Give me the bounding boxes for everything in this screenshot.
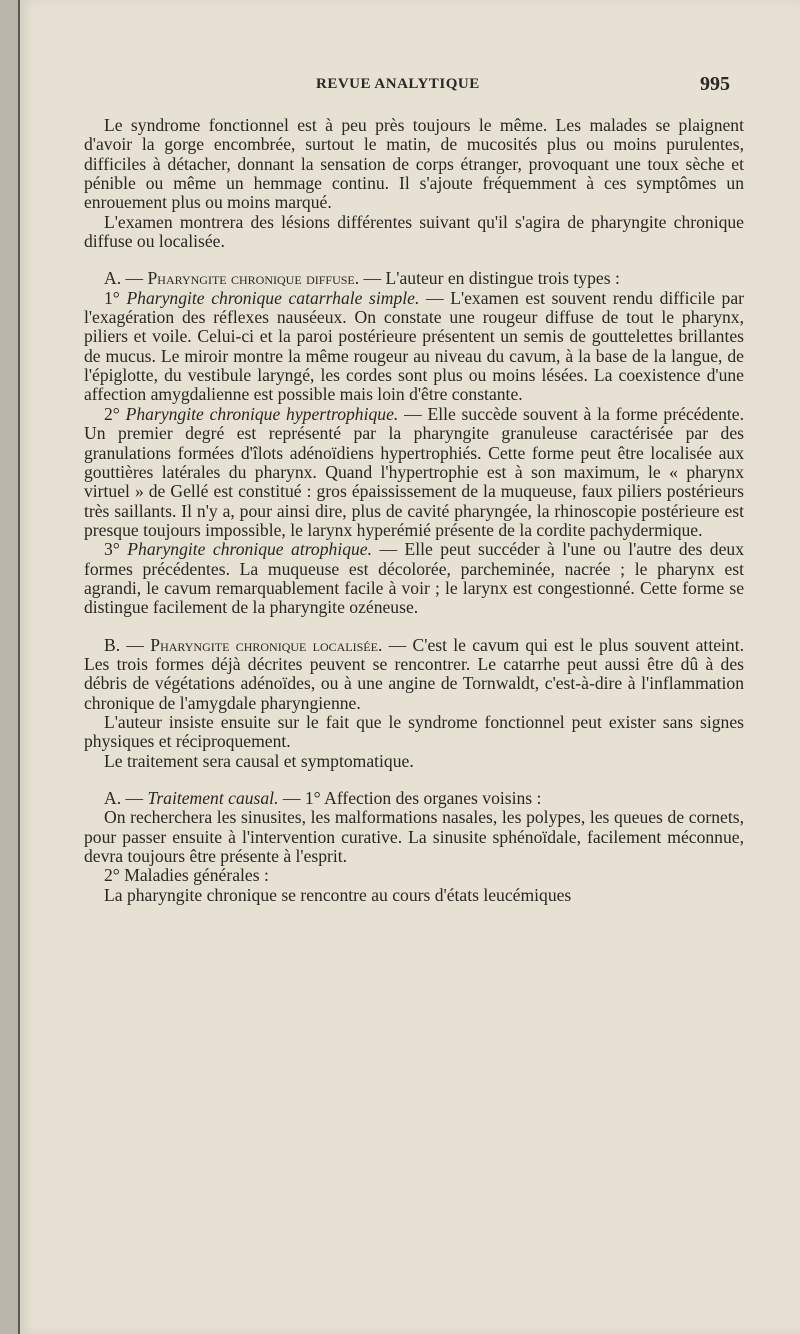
section-b-localisee [84, 636, 744, 713]
paragraph-catarrhale [84, 289, 744, 405]
paragraph-insiste: L'auteur insiste ensuite sur le fait que le syndrome fonctionnel peut exister sans signes physiques et réciproquement. [84, 711, 744, 752]
running-title: REVUE ANALYTIQUE [316, 76, 480, 92]
traitement-label: A. — [104, 788, 148, 808]
item-3-text: — Elle peut succéder à l'une ou l'autre des deux formes précédentes. La muqueuse est décolorée, parcheminée, nacrée ; le pharynx est agrandi, le cavum remarquablement facile à voir ; le larynx est congestionné. Cette forme se distingue facilement de la pharyngite ozéneuse. [84, 539, 744, 618]
section-b-label: B. — [104, 634, 151, 655]
section-a-title: Pharyngite chronique diffuse. [147, 268, 360, 289]
item-3-number: 3° [104, 539, 128, 560]
paragraph-leucemiques: La pharyngite chronique se rencontre au cours d'états leucémiques [104, 884, 572, 905]
paragraph-sinusites: On recherchera les sinusites, les malformations nasales, les polypes, les queues de cornets, pour passer ensuite à l'intervention curative. La sinusite sphénoïdale, facilement méconnue, devra toujours être présente à l'esprit. [84, 807, 744, 867]
item-1-title: Pharyngite chronique catarrhale simple. [126, 287, 420, 308]
item-2-title: Pharyngite chronique hypertrophique. [125, 403, 399, 424]
paragraph-atrophique [84, 540, 744, 617]
paragraph-hypertrophique [84, 405, 744, 540]
item-2-text: — Elle succède souvent à la forme précédente. Un premier degré est représenté par la pharyngite granuleuse caractérisée par des granulations formées d'îlots adénoïdiens hypertrophiés. Cette forme peut être localisée aux gouttières latérales du pharynx. Quand l'hypertrophie est à son maximum, le « pharynx virtuel » de Gellé est constitué : gros épaississement de la muqueuse, faux piliers postérieurs très saillants. Il n'y a, pour ainsi dire, plus de cavité pharyngée, la rhinoscopie postérieure est presque toujours impossible, le larynx hyperémié présente de la cordite pachydermique. [84, 403, 744, 540]
item-1-number: 1° [104, 287, 127, 308]
page-number: 995 [700, 73, 730, 95]
section-traitement-causal [84, 789, 744, 808]
traitement-text: — 1° Affection des organes voisins : [278, 788, 542, 808]
section-b-title: Pharyngite chronique localisée. [150, 634, 383, 655]
paragraph-maladies: 2° Maladies générales : [104, 865, 269, 886]
section-a-label: A. — [104, 268, 148, 289]
paragraph-syndrome: Le syndrome fonctionnel est à peu près toujours le même. Les malades se plaignent d'avoir la gorge encombrée, surtout le matin, de mucosités plus ou moins purulentes, difficiles à détacher, donnant la sensation de corps étranger, provoquant une toux sèche et pénible ou même un hemmage continu. Il s'ajoute fréquemment à ces symptômes un enrouement plus ou moins marqué. [84, 115, 744, 213]
section-b-text: — C'est le cavum qui est le plus souvent atteint. Les trois formes déjà décrites peuvent se rencontrer. Le catarrhe peut aussi être dû à des débris de végétations adénoïdes, ou à une angine de Tornwaldt, c'est-à-dire à l'inflammation chronique de l'amygdale pharyngienne. [84, 634, 744, 713]
article-body [84, 116, 744, 905]
paragraph-traitement: Le traitement sera causal et symptomatique. [104, 750, 414, 771]
item-1-text: — L'examen est souvent rendu difficile par l'exagération des réflexes nauséeux. On constate une rougeur diffuse de tout le pharynx, piliers et voile. Celui-ci et la paroi postérieure présentent un semis de gouttelettes brillantes de mucus. Le miroir montre la même rougeur au niveau du cavum, à la base de la langue, de l'épiglotte, du vestibule laryngé, les cordes sont plus ou moins lésées. La coexistence d'une affection amygdalienne est possible mais loin d'être constante. [84, 287, 744, 405]
item-2-number: 2° [104, 403, 126, 424]
item-3-title: Pharyngite chronique atrophique. [127, 539, 373, 560]
section-a-text: — L'auteur en distingue trois types : [359, 268, 620, 289]
traitement-title: Traitement causal. [147, 788, 279, 808]
page-header [20, 73, 800, 98]
paragraph-examen: L'examen montrera des lésions différentes suivant qu'il s'agira de pharyngite chronique diffuse ou localisée. [84, 211, 744, 252]
section-a-diffuse [84, 269, 744, 288]
document-page [18, 0, 800, 1334]
